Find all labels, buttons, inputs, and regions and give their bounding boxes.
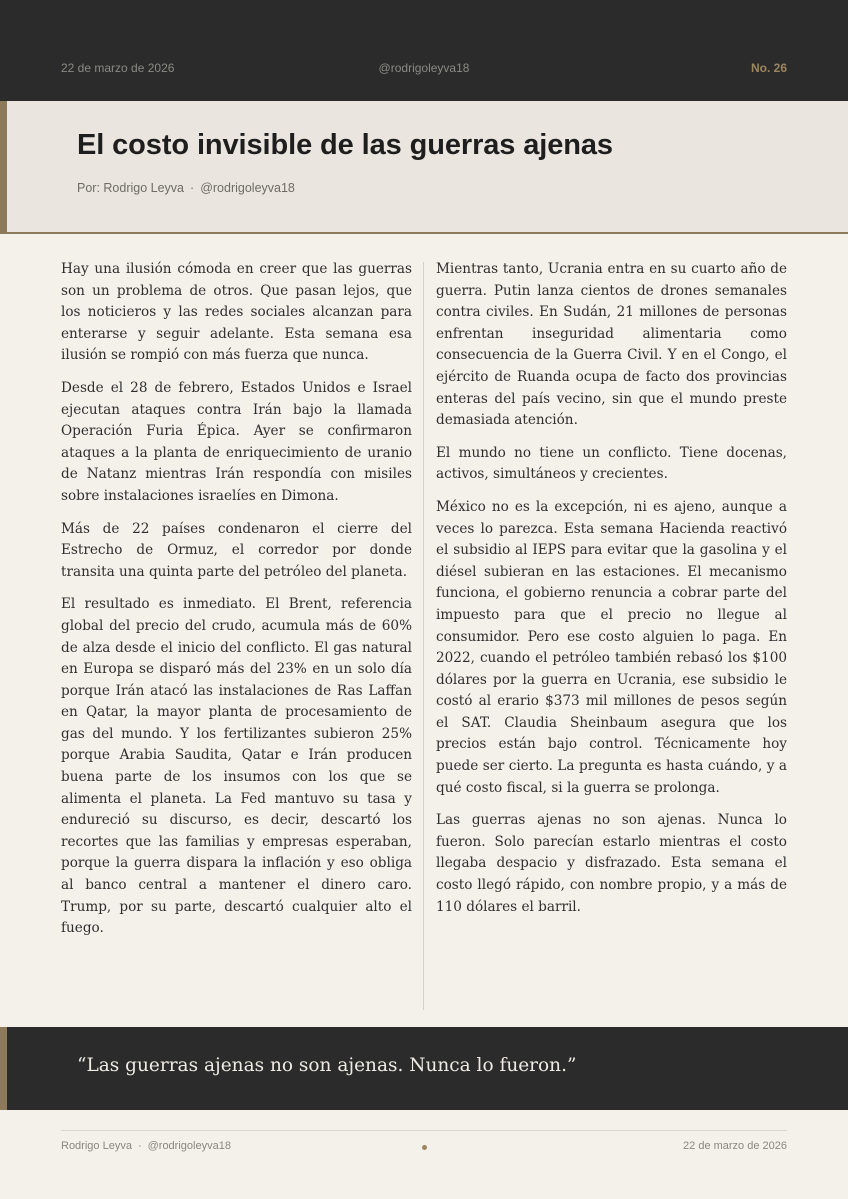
paragraph: Más de 22 países condenaron el cierre del Estrecho de Ormuz, el corredor por donde transita una quinta parte del petróleo del planeta. (61, 520, 412, 580)
quote-accent-bar (0, 1027, 7, 1110)
paragraph: Desde el 28 de febrero, Estados Unidos e Israel ejecutan ataques contra Irán bajo la llamada Operación Furia Épica. Ayer se confirmaron ataques a la planta de enriquecimiento de uranio de Natanz mientras Irán respondía con misiles sobre instalaciones israelíes en Dimona. (61, 379, 412, 504)
byline-author: Por: Rodrigo Leyva (77, 181, 185, 195)
top-bar (0, 0, 848, 101)
pull-quote: “Las guerras ajenas no son ajenas. Nunca lo fueron.” (77, 1055, 577, 1076)
article-title: El costo invisible de las guerras ajenas (77, 129, 613, 161)
issue-number: No. 26 (750, 61, 787, 75)
article-column-right (436, 259, 787, 929)
paragraph: El resultado es inmediato. El Brent, referencia global del precio del crudo, acumula más de 60% de alza desde el inicio del conflicto. El gas natural en Europa se disparó más del 23% en un solo día porque Irán atacó las instalaciones de Ras Laffan en Qatar, la mayor planta de procesamiento de gas del mundo. Y los fertilizantes subieron 25% porque Arabia Saudita, Qatar e Irán producen buena parte de los insumos con los que se alimenta el planeta. La Fed mantuvo su tasa y endureció su discurso, es decir, descartó los recortes que las familias y empresas esperaban, porque la guerra dispara la inflación y eso obliga al banco central a mantener el dinero caro. Trump, por su parte, descartó cualquier alto el fuego. (61, 596, 412, 937)
column-divider (423, 262, 424, 1010)
footer-rule (61, 1130, 787, 1131)
paragraph: Mientras tanto, Ucrania entra en su cuarto año de guerra. Putin lanza cientos de drones semanales contra civiles. En Sudán, 21 millones de personas enfrentan inseguridad alimentaria como consecuencia de la Guerra Civil. Y en el Congo, el ejército de Ruanda ocupa de facto dos provincias enteras del país vecino, sin que el mundo preste demasiada atención. (436, 261, 787, 429)
header-accent-bar (0, 101, 7, 232)
footer-separator: · (137, 1140, 142, 1152)
pull-quote-band (0, 1027, 848, 1110)
paragraph: México no es la excepción, ni es ajeno, aunque a veces lo parezca. Esta semana Hacienda reactivó el subsidio al IEPS para evitar que la gasolina y el diésel subieran en las estaciones. El mecanismo funciona, el gobierno renuncia a cobrar parte del impuesto para que el precio no llegue al consumidor. Pero ese costo alguien lo paga. En 2022, cuando el petróleo también rebasó los $100 dólares por la guerra en Ucrania, ese subsidio le costó al erario $373 mil millones de pesos según el SAT. Claudia Sheinbaum asegura que los precios están bajo control. Técnicamente hoy puede ser cierto. La pregunta es hasta cuándo, y a qué costo fiscal, si la guerra se prolonga. (436, 498, 787, 796)
article-header (0, 101, 848, 234)
footer-date: 22 de marzo de 2026 (683, 1140, 787, 1152)
footer-handle: @rodrigoleyva18 (147, 1140, 231, 1152)
paragraph: Hay una ilusión cómoda en creer que las guerras son un problema de otros. Que pasan lejos, que los noticieros y las redes sociales alcanzan para enterarse y seguir adelante. Esta semana esa ilusión se rompió con más fuerza que nunca. (61, 261, 412, 364)
article-column-left (61, 259, 412, 951)
byline (77, 181, 295, 195)
paragraph: El mundo no tiene un conflicto. Tiene docenas, activos, simultáneos y crecientes. (436, 444, 787, 483)
paragraph: Las guerras ajenas no son ajenas. Nunca lo fueron. Solo parecían estarlo mientras el costo llegaba despacio y disfrazado. Esta semana el costo llegó rápido, con nombre propio, y a más de 110 dólares el barril. (436, 812, 787, 915)
footer-dot-icon (422, 1145, 427, 1150)
footer-author: Rodrigo Leyva (61, 1140, 132, 1152)
top-handle: @rodrigoleyva18 (378, 61, 470, 75)
issue-date: 22 de marzo de 2026 (61, 61, 175, 75)
byline-handle: @rodrigoleyva18 (200, 181, 295, 195)
footer-credit (61, 1140, 231, 1152)
byline-separator: · (190, 181, 195, 195)
